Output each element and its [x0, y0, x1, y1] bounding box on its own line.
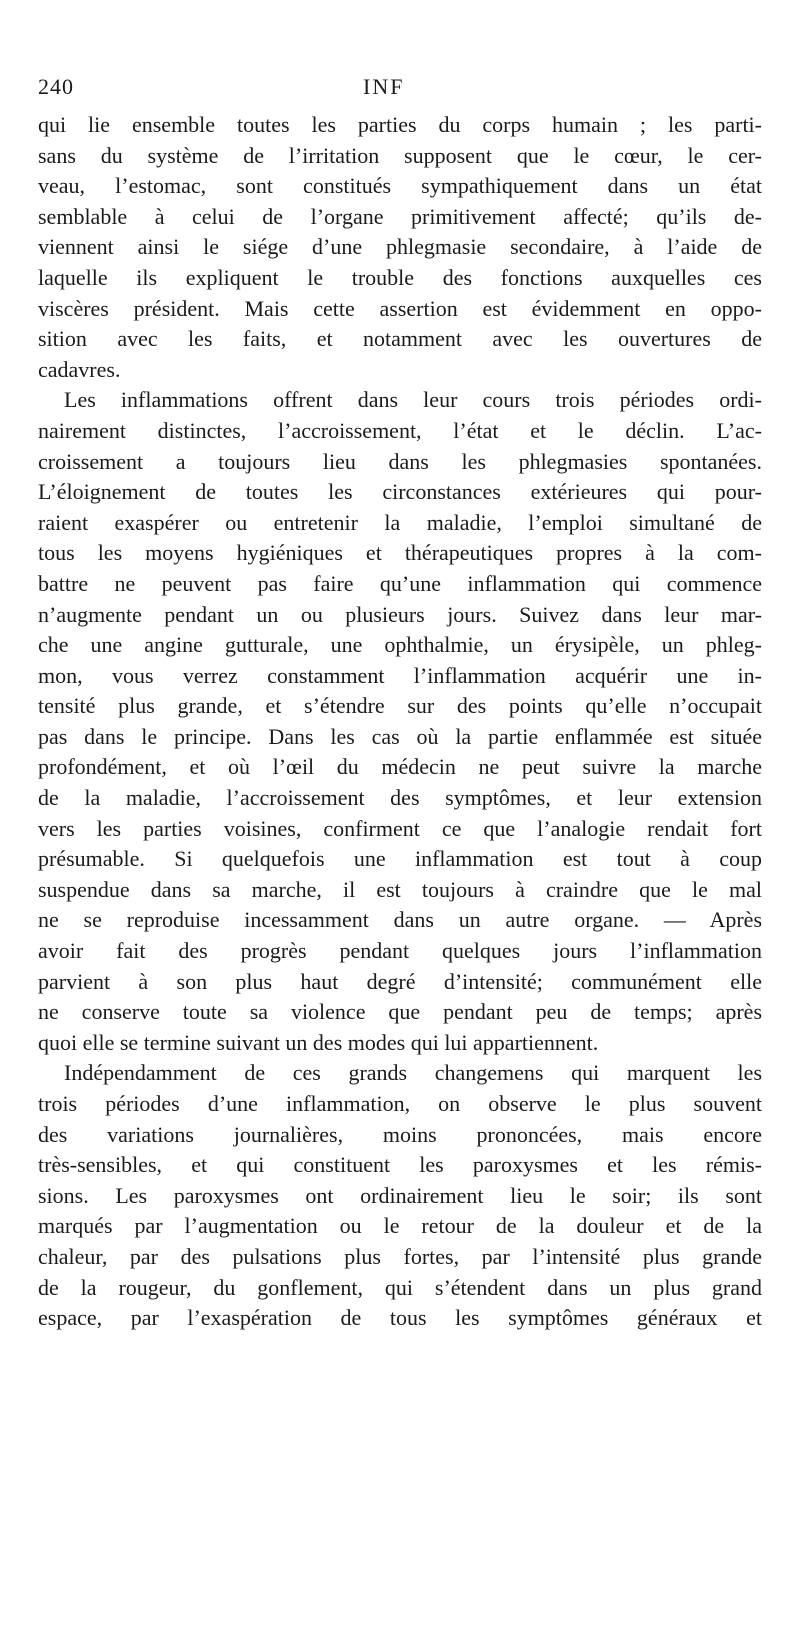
text-line: L’éloignement de toutes les circonstances extérieures qui pour-: [38, 479, 762, 505]
text-line: vers les parties voisines, confirment ce que l’analogie rendait fort: [38, 815, 762, 841]
text-line: sition avec les faits, et notamment avec les ouvertures de: [38, 326, 762, 352]
text-line: Indépendamment de ces grands changemens qui marquent les: [64, 1060, 762, 1086]
text-line: viennent ainsi le siége d’une phlegmasie secondaire, à l’aide de: [38, 234, 762, 260]
text-line: de la maladie, l’accroissement des symptômes, et leur extension: [38, 785, 762, 811]
text-line: pas dans le principe. Dans les cas où la partie enflammée est située: [38, 723, 762, 749]
text-line: n’augmente pendant un ou plusieurs jours. Suivez dans leur mar-: [38, 601, 762, 627]
body-text: [38, 110, 762, 1334]
text-line: quoi elle se termine suivant un des modes qui lui appartiennent.: [38, 1029, 599, 1055]
text-line: veau, l’estomac, sont constitués sympathiquement dans un état: [38, 173, 762, 199]
text-line: tensité plus grande, et s’étendre sur des points qu’elle n’occupait: [38, 693, 762, 719]
text-line: espace, par l’exaspération de tous les symptômes généraux et: [38, 1305, 762, 1331]
text-line: de la rougeur, du gonflement, qui s’étendent dans un plus grand: [38, 1274, 762, 1300]
text-line: laquelle ils expliquent le trouble des fonctions auxquelles ces: [38, 264, 762, 290]
text-line: battre ne peuvent pas faire qu’une inflammation qui commence: [38, 570, 762, 596]
text-line: qui lie ensemble toutes les parties du corps humain ; les parti-: [38, 112, 762, 137]
running-head: [38, 70, 760, 106]
text-line: croissement a toujours lieu dans les phlegmasies spontanées.: [38, 448, 762, 474]
text-line: chaleur, par des pulsations plus fortes, par l’intensité plus grande: [38, 1243, 762, 1269]
text-line: suspendue dans sa marche, il est toujours à craindre que le mal: [38, 876, 762, 902]
text-line: nairement distinctes, l’accroissement, l’état et le déclin. L’ac-: [38, 417, 762, 443]
text-line: che une angine gutturale, une ophthalmie, un érysipèle, un phleg-: [38, 632, 762, 658]
text-line: très-sensibles, et qui constituent les paroxysmes et les rémis-: [38, 1152, 762, 1178]
text-line: avoir fait des progrès pendant quelques jours l’inflammation: [38, 938, 762, 964]
text-line: semblable à celui de l’organe primitivement affecté; qu’ils de-: [38, 203, 762, 229]
page-number: 240: [38, 74, 74, 99]
text-line: mon, vous verrez constamment l’inflammation acquérir une in-: [38, 662, 762, 688]
text-line: trois périodes d’une inflammation, on observe le plus souvent: [38, 1091, 762, 1116]
text-line: présumable. Si quelquefois une inflammation est tout à coup: [38, 846, 762, 872]
text-line: parvient à son plus haut degré d’intensité; communément elle: [38, 968, 762, 994]
text-line: sions. Les paroxysmes ont ordinairement lieu le soir; ils sont: [38, 1182, 762, 1208]
text-line: Les inflammations offrent dans leur cours trois périodes ordi-: [64, 387, 762, 413]
running-title: INF: [363, 74, 405, 99]
text-line: viscères président. Mais cette assertion est évidemment en oppo-: [38, 295, 762, 321]
text-line: profondément, et où l’œil du médecin ne peut suivre la marche: [38, 754, 762, 780]
text-line: raient exaspérer ou entretenir la maladie, l’emploi simultané de: [38, 509, 762, 535]
text-line: tous les moyens hygiéniques et thérapeutiques propres à la com-: [38, 540, 762, 566]
text-line: cadavres.: [38, 356, 121, 382]
text-line: sans du système de l’irritation supposent que le cœur, le cer-: [38, 142, 762, 168]
text-line: des variations journalières, moins prononcées, mais encore: [38, 1121, 762, 1147]
text-line: ne se reproduise incessamment dans un autre organe. — Après: [38, 907, 762, 933]
text-line: marqués par l’augmentation ou le retour de la douleur et de la: [38, 1213, 762, 1239]
text-line: ne conserve toute sa violence que pendant peu de temps; après: [38, 999, 762, 1025]
